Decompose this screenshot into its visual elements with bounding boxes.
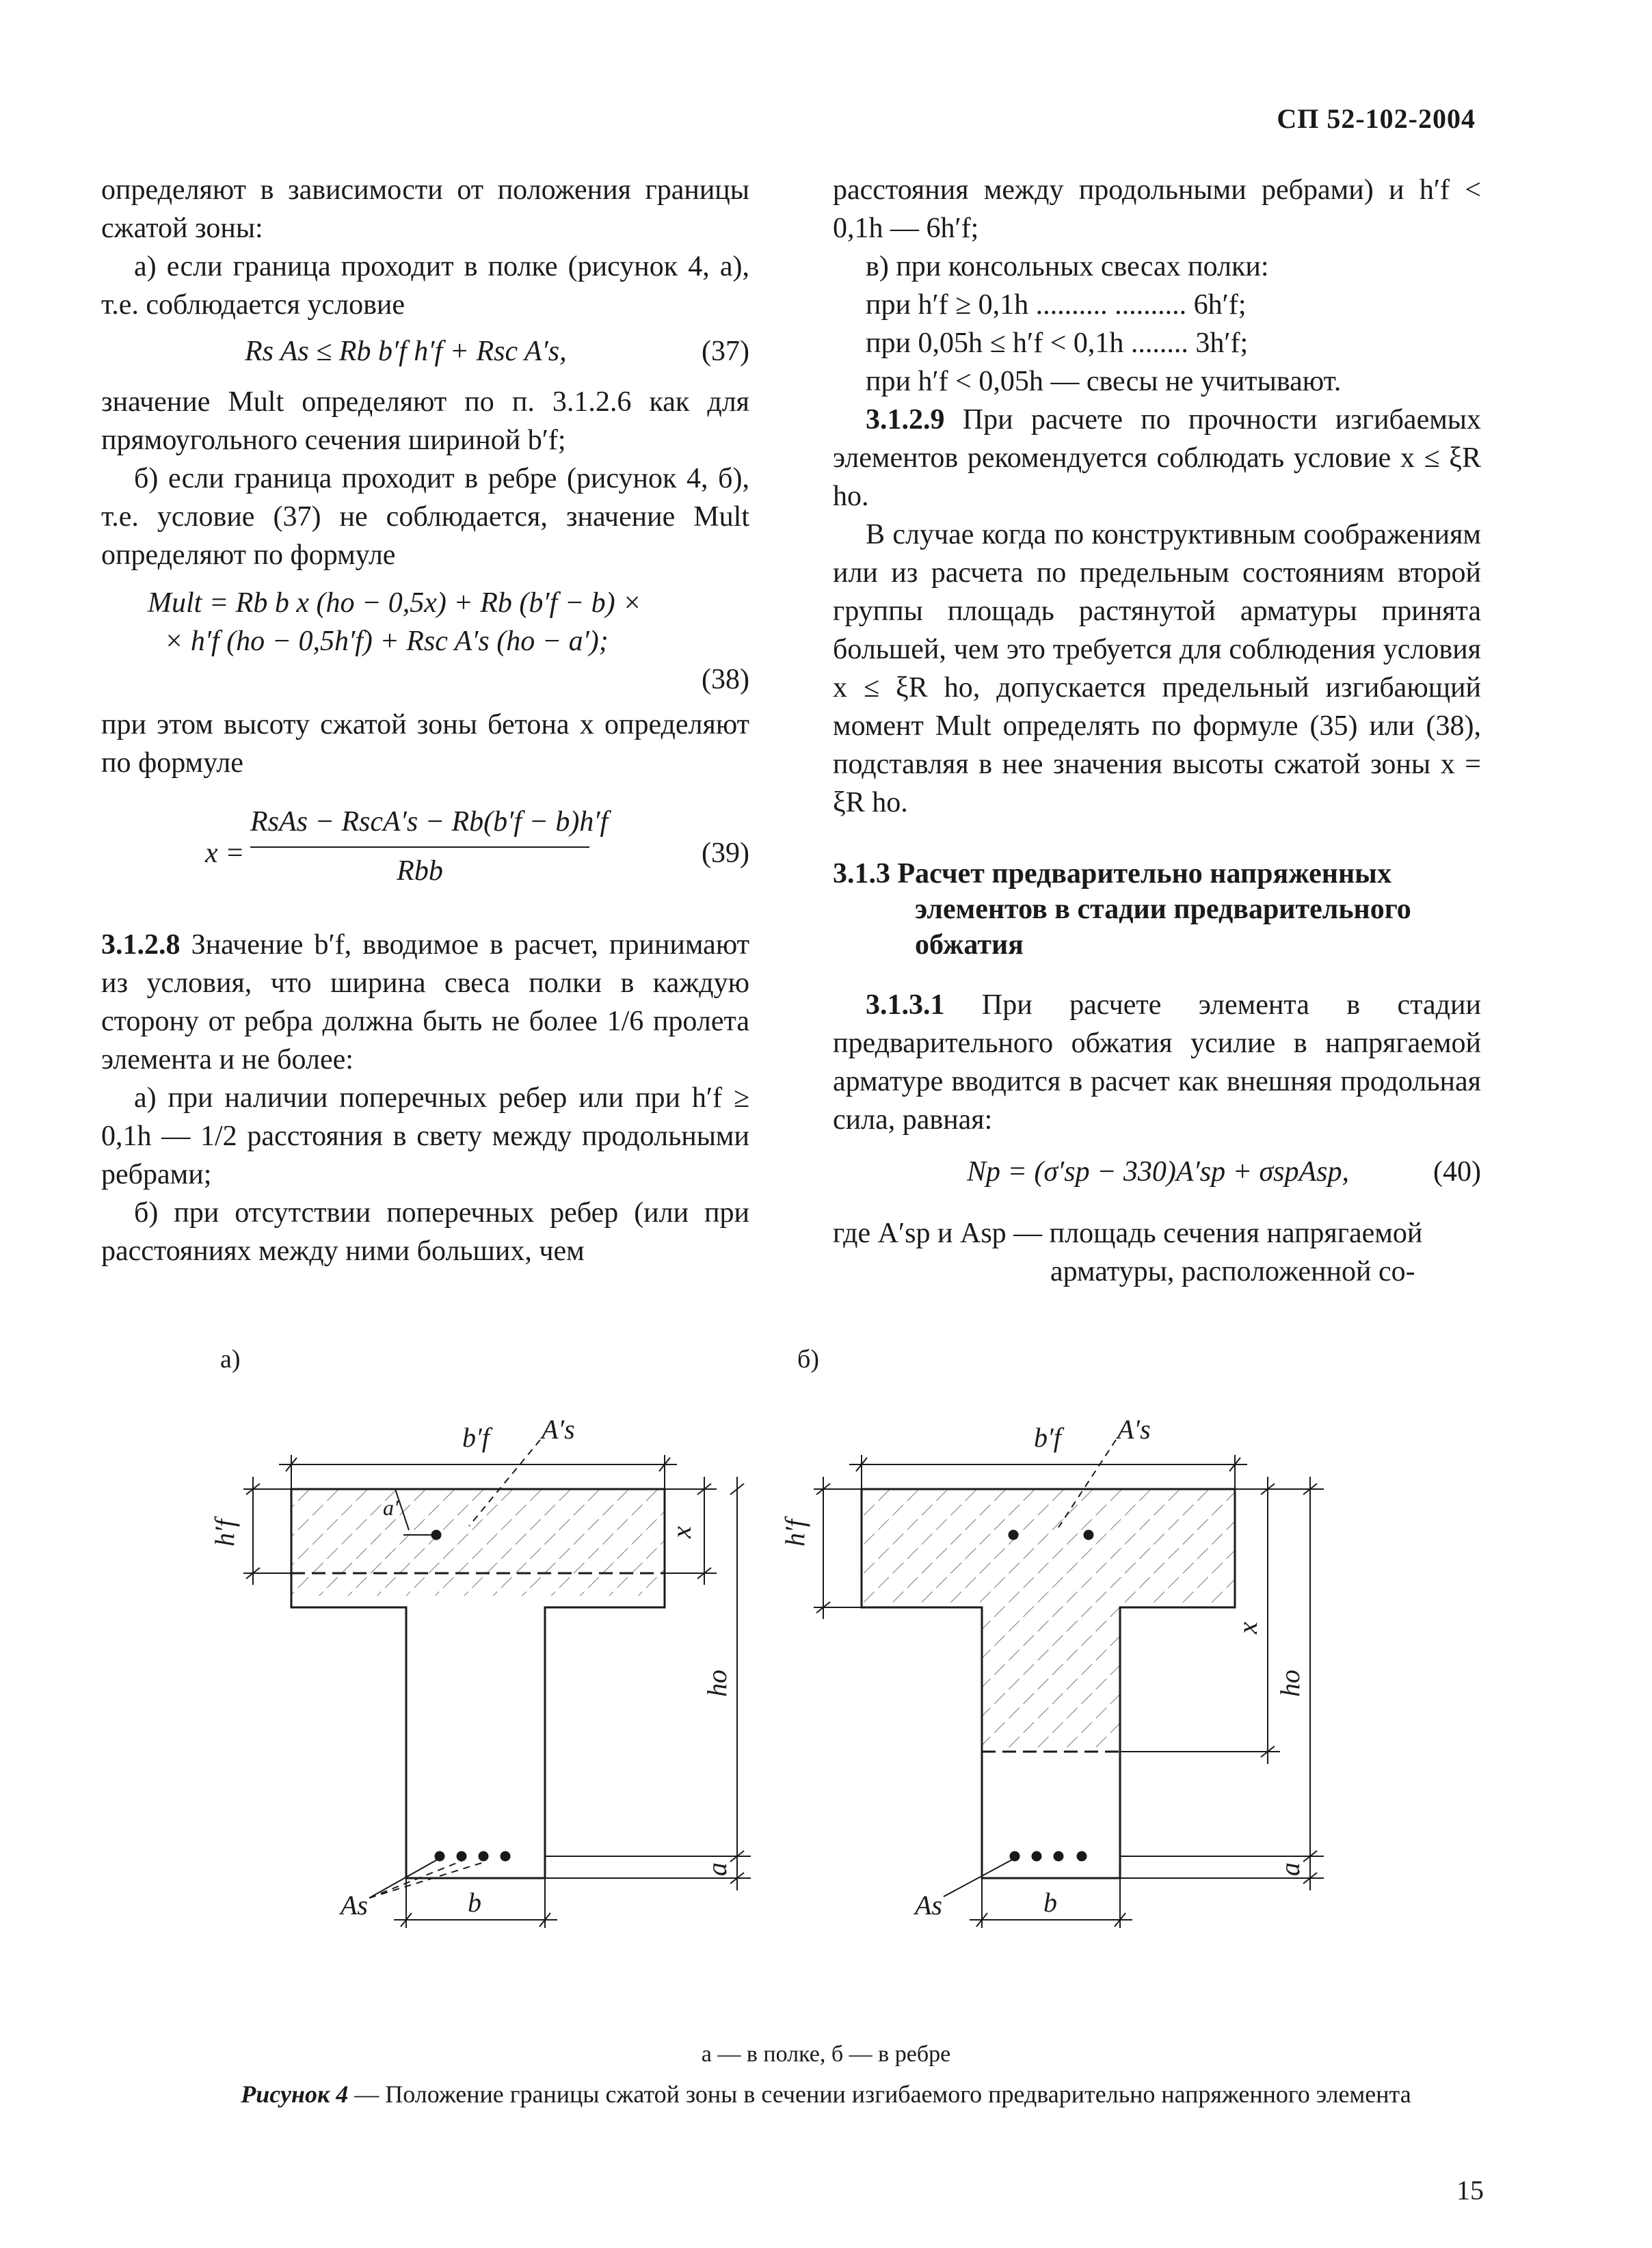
label-ho: ho xyxy=(1275,1670,1305,1697)
rebar xyxy=(1084,1531,1093,1539)
formula-number: (40) xyxy=(1433,1156,1481,1188)
label-hf: h′f xyxy=(780,1519,810,1547)
paragraph: где A′sp и Asp — площадь сечения напрягаемой xyxy=(833,1218,1423,1249)
label-ho: ho xyxy=(702,1670,732,1697)
paragraph: определяют в зависимости от положения границы сжатой зоны: xyxy=(101,174,749,244)
paragraph: в) при консольных свесах полки: xyxy=(866,251,1269,282)
formula-lhs: x = xyxy=(205,838,245,869)
rebar xyxy=(479,1852,488,1860)
formula-number: (37) xyxy=(702,336,749,367)
label-x: x xyxy=(1232,1622,1263,1634)
formula-expression: Np = (σ′sp − 330)A′sp + σspAsp, xyxy=(967,1156,1350,1188)
paragraph: при этом высоту сжатой зоны бетона x определяют по формуле xyxy=(101,709,749,779)
clause-number: 3.1.2.8 xyxy=(101,929,181,961)
label-bf: b′f xyxy=(462,1422,490,1453)
formula-numerator: RsAs − RscA′s − Rb(b′f − b)h′f xyxy=(250,806,609,838)
figure-subcaption: а — в полке, б — в ребре xyxy=(701,2042,951,2067)
label-b: b xyxy=(468,1887,481,1918)
list-item: при h′f < 0,05h — свесы не учитывают. xyxy=(866,366,1342,397)
paragraph: В случае когда по конструктивным соображениям или из расчета по предельным состояниям второй группы площадь растянутой арматуры принята большей, чем это требуется для соблюдения условия x ≤ ξR ho, допускается предельный изгибающий момент Mult определять по формуле (35) или (38), подставляя в нее значения высоты сжатой зоны x = ξR ho. xyxy=(833,519,1481,818)
label-a: a xyxy=(1275,1862,1305,1876)
label-a-prime: a′ xyxy=(383,1495,399,1520)
label-hf: h′f xyxy=(209,1519,240,1547)
paragraph: а) при наличии поперечных ребер или при h′f ≥ 0,1h — 1/2 расстояния в свету между продольными ребрами; xyxy=(101,1082,749,1190)
rebar xyxy=(457,1852,466,1860)
page-number: 15 xyxy=(1456,2175,1484,2206)
rebar xyxy=(501,1852,509,1860)
rebar xyxy=(1054,1852,1063,1860)
formula-number: (38) xyxy=(702,664,749,695)
figure-caption-label: Рисунок 4 xyxy=(241,2080,349,2108)
section-a xyxy=(209,1414,751,1928)
section-number: 3.1.3 xyxy=(833,858,890,889)
label-b: b xyxy=(1043,1887,1057,1918)
label-As: As xyxy=(915,1890,942,1921)
panel-label-a: а) xyxy=(220,1345,241,1374)
compressed-zone-hatch xyxy=(291,1489,665,1596)
figure-caption-text: — Положение границы сжатой зоны в сечении изгибаемого предварительно напряженного элемента xyxy=(348,2080,1411,2108)
label-As-prime: A′s xyxy=(542,1414,575,1445)
clause-text: При расчете по прочности изгибаемых элементов рекомендуется соблюдать условие x ≤ ξR ho. xyxy=(833,404,1482,512)
list-item: при h′f ≥ 0,1h .......... .......... 6h′f; xyxy=(866,289,1247,321)
label-x: x xyxy=(666,1526,697,1538)
formula-denominator: Rbb xyxy=(397,855,443,887)
formula-line: Mult = Rb b x (ho − 0,5x) + Rb (b′f − b) × xyxy=(148,587,642,619)
clause-text: Значение b′f, вводимое в расчет, принимают из условия, что ширина свеса полки в каждую сторону от ребра должна быть не более 1/6 пролета элемента и не более: xyxy=(101,929,750,1075)
clause-number: 3.1.3.1 xyxy=(866,989,945,1021)
formula-expression: Rs As ≤ Rb b′f h′f + Rsc A′s, xyxy=(245,336,567,367)
paragraph: значение Mult определяют по п. 3.1.2.6 как для прямоугольного сечения шириной b′f; xyxy=(101,386,749,456)
paragraph: арматуры, расположенной со- xyxy=(1050,1256,1415,1287)
paragraph: б) если граница проходит в ребре (рисунок 4, б), т.е. условие (37) не соблюдается, значение Mult определяют по формуле xyxy=(101,463,749,571)
label-bf: b′f xyxy=(1034,1422,1061,1453)
formula-number: (39) xyxy=(702,838,749,869)
rebar xyxy=(1009,1531,1017,1539)
clause-text: При расчете элемента в стадии предварительного обжатия усилие в напрягаемой арматуре вводится в расчет как внешняя продольная сила, равная: xyxy=(833,989,1481,1136)
rebar xyxy=(1032,1852,1041,1860)
list-item: при 0,05h ≤ h′f < 0,1h ........ 3h′f; xyxy=(866,327,1249,359)
document-code: СП 52-102-2004 xyxy=(1277,103,1476,134)
clause-number: 3.1.2.9 xyxy=(866,404,945,436)
figure-caption xyxy=(0,2078,1652,2110)
rebar xyxy=(436,1852,444,1860)
label-a: a xyxy=(702,1862,732,1876)
section-b xyxy=(780,1414,1324,1928)
paragraph: б) при отсутствии поперечных ребер (или при расстояниях между ними больших, чем xyxy=(101,1197,749,1267)
paragraph: расстояния между продольными ребрами) и h′f < 0,1h — 6h′f; xyxy=(833,174,1481,244)
section-title: Расчет предварительно напряженных элементов в стадии предварительного обжатия xyxy=(897,858,1411,961)
panel-label-b: б) xyxy=(797,1345,819,1374)
label-As-prime: A′s xyxy=(1117,1414,1151,1445)
paragraph: а) если граница проходит в полке (рисунок 4, а), т.е. соблюдается условие xyxy=(101,251,749,321)
compressed-zone-hatch xyxy=(862,1489,1235,1752)
rebar xyxy=(1078,1852,1086,1860)
formula-line: × h′f (ho − 0,5h′f) + Rsc A′s (ho − a′); xyxy=(164,626,609,657)
label-As: As xyxy=(341,1890,368,1921)
